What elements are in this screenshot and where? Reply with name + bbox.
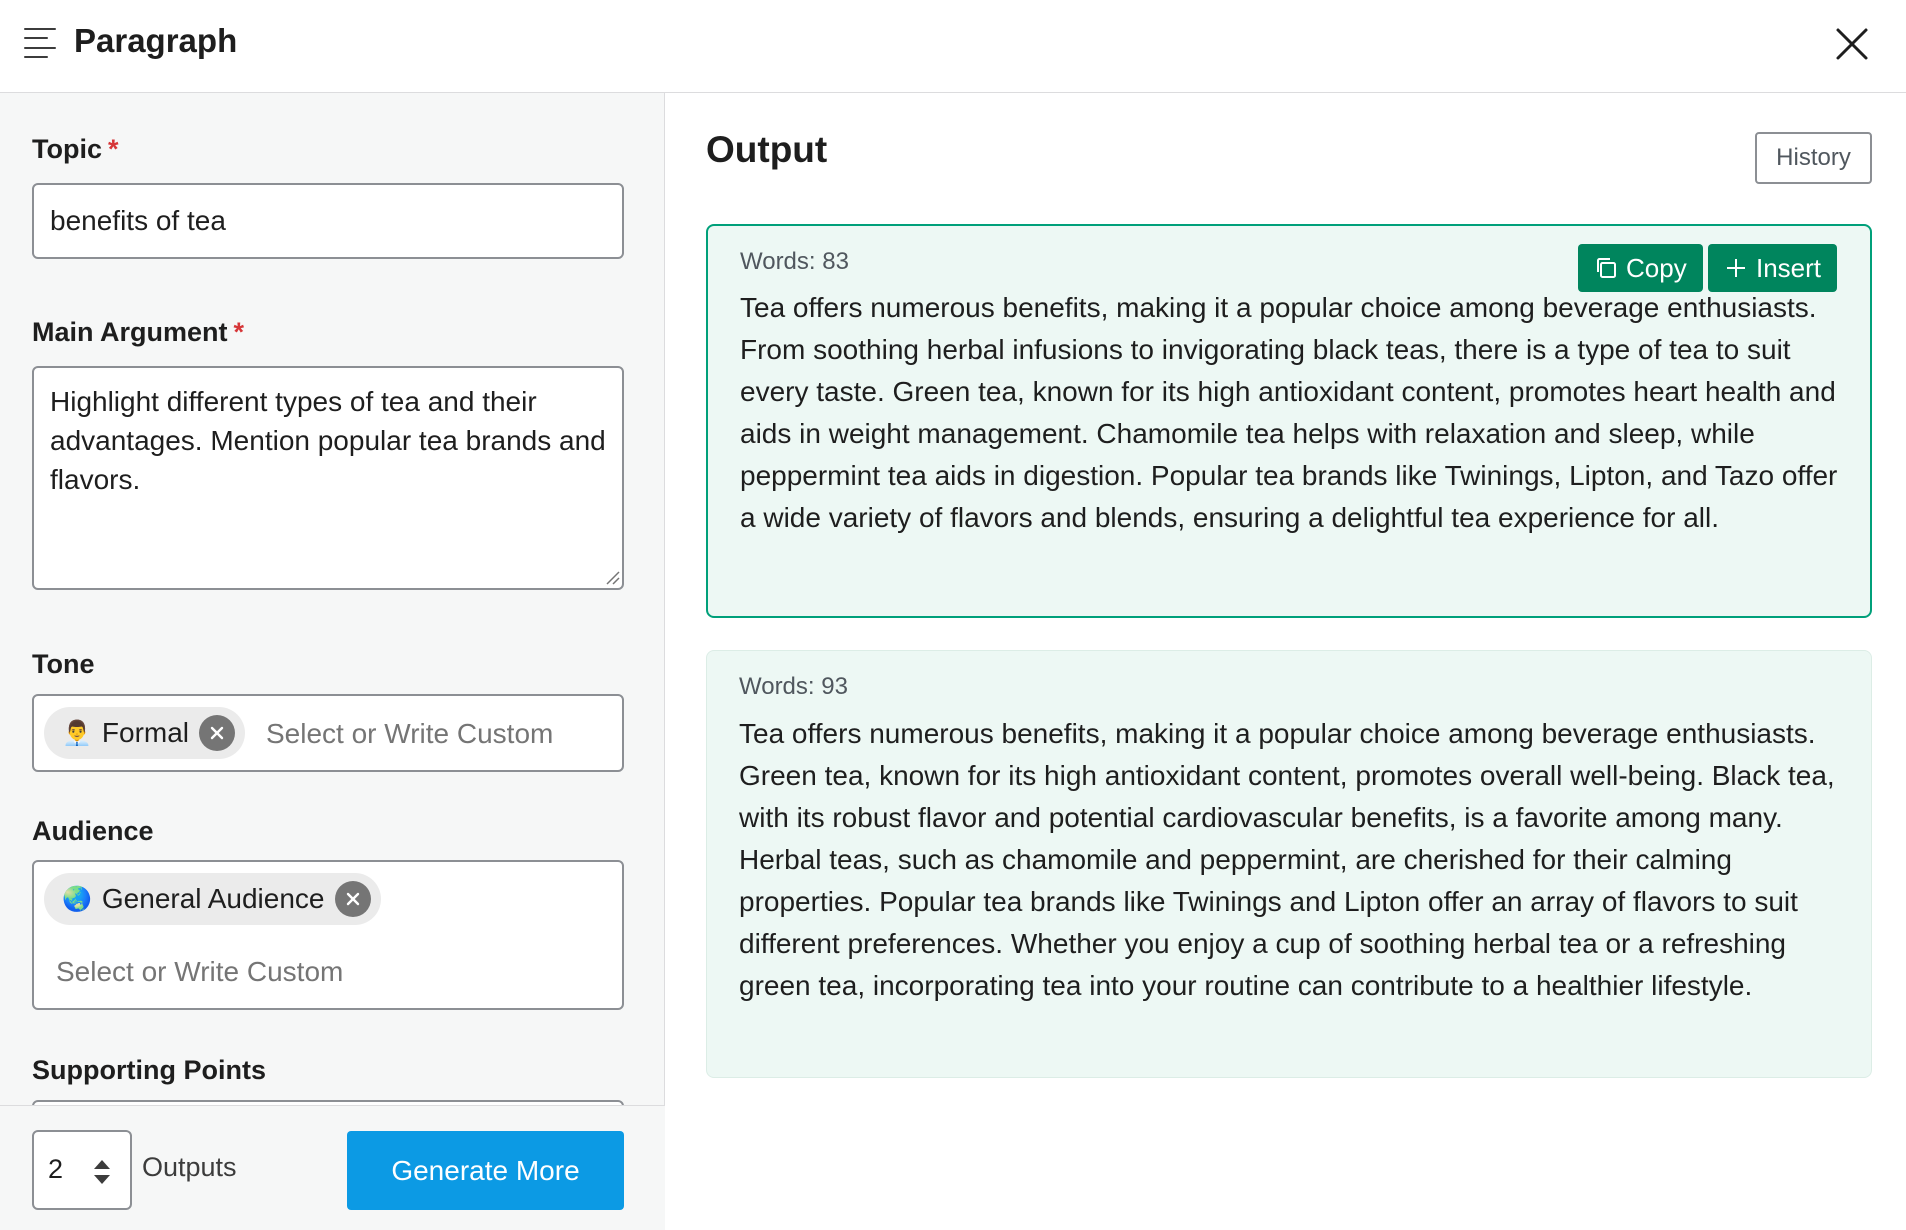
history-button[interactable]: History (1755, 132, 1872, 184)
stepper-arrows-icon[interactable] (90, 1156, 114, 1188)
word-count: Words: 93 (739, 673, 848, 700)
audience-placeholder[interactable]: Select or Write Custom (56, 956, 344, 987)
tone-token-field[interactable] (32, 694, 624, 772)
tone-chip-label: Formal (101, 717, 190, 748)
close-icon[interactable] (1832, 24, 1872, 64)
generate-more-button[interactable]: Generate More (347, 1131, 624, 1210)
audience-label: Audience (32, 816, 154, 846)
topic-label (32, 134, 119, 165)
word-count: Words: 83 (740, 248, 849, 275)
insert-button[interactable] (1708, 244, 1837, 292)
output-title: Output (706, 129, 828, 170)
audience-chip-label: General Audience (101, 883, 325, 914)
outputs-stepper[interactable] (32, 1130, 132, 1210)
page-title: Paragraph (74, 22, 238, 59)
header (0, 0, 1906, 93)
formal-emoji-icon: 👨‍💼 (62, 719, 92, 747)
menu-icon[interactable] (24, 28, 56, 58)
chip-remove-icon[interactable] (335, 881, 371, 917)
outputs-label: Outputs (142, 1152, 237, 1182)
output-card-2[interactable] (706, 650, 1872, 1078)
chip-remove-icon[interactable] (199, 715, 235, 751)
required-mark: * (233, 317, 245, 347)
plus-icon (1724, 256, 1748, 280)
output-text: Tea offers numerous benefits, making it a popular choice among beverage enthusiasts. From soothing herbal infusions to invigorating black teas, there is a type of tea to suit every taste. Green tea, known for its high antioxidant content, promotes heart health and aids in weight management. Chamomile tea helps with relaxation and sleep, while peppermint tea aids in digestion. Popular tea brands like Twinings, Lipton, and Tazo offer a wide variety of flavors and blends, ensuring a delightful tea experience for all. (740, 292, 1838, 533)
output-card-1[interactable] (706, 224, 1872, 618)
audience-chip (44, 873, 381, 925)
supporting-points-label: Supporting Points (32, 1055, 266, 1085)
main-argument-label-text: Main Argument (32, 317, 228, 347)
form-footer (0, 1105, 665, 1230)
main-argument-textarea[interactable] (32, 366, 624, 590)
main-argument-label (32, 317, 244, 348)
copy-button[interactable] (1578, 244, 1703, 292)
tone-placeholder[interactable]: Select or Write Custom (266, 718, 554, 749)
form-panel (0, 93, 665, 1230)
required-mark: * (108, 134, 119, 164)
tone-chip (44, 707, 245, 759)
globe-emoji-icon: 🌏 (62, 885, 92, 913)
topic-input[interactable] (32, 183, 624, 259)
output-panel (666, 93, 1906, 1230)
outputs-count: 2 (48, 1154, 64, 1184)
audience-token-field[interactable] (32, 860, 624, 1010)
topic-label-text: Topic (32, 134, 102, 164)
copy-icon (1594, 256, 1618, 280)
output-text: Tea offers numerous benefits, making it a popular choice among beverage enthusiasts. Green tea, known for its high antioxidant content, promotes overall well-being. Black tea, with its robust flavor and potential cardiovascular benefits, is a favorite among many. Herbal teas, such as chamomile and peppermint, are cherished for their calming properties. Popular tea brands like Twinings and Lipton offer an array of flavors to suit different preferences. Whether you enjoy a cup of soothing herbal tea or a refreshing green tea, incorporating tea into your routine can contribute to a healthier lifestyle. (739, 718, 1835, 1001)
copy-label: Copy (1626, 252, 1687, 283)
tone-label: Tone (32, 649, 95, 679)
resize-grip-icon[interactable] (604, 569, 620, 585)
insert-label: Insert (1756, 252, 1822, 283)
